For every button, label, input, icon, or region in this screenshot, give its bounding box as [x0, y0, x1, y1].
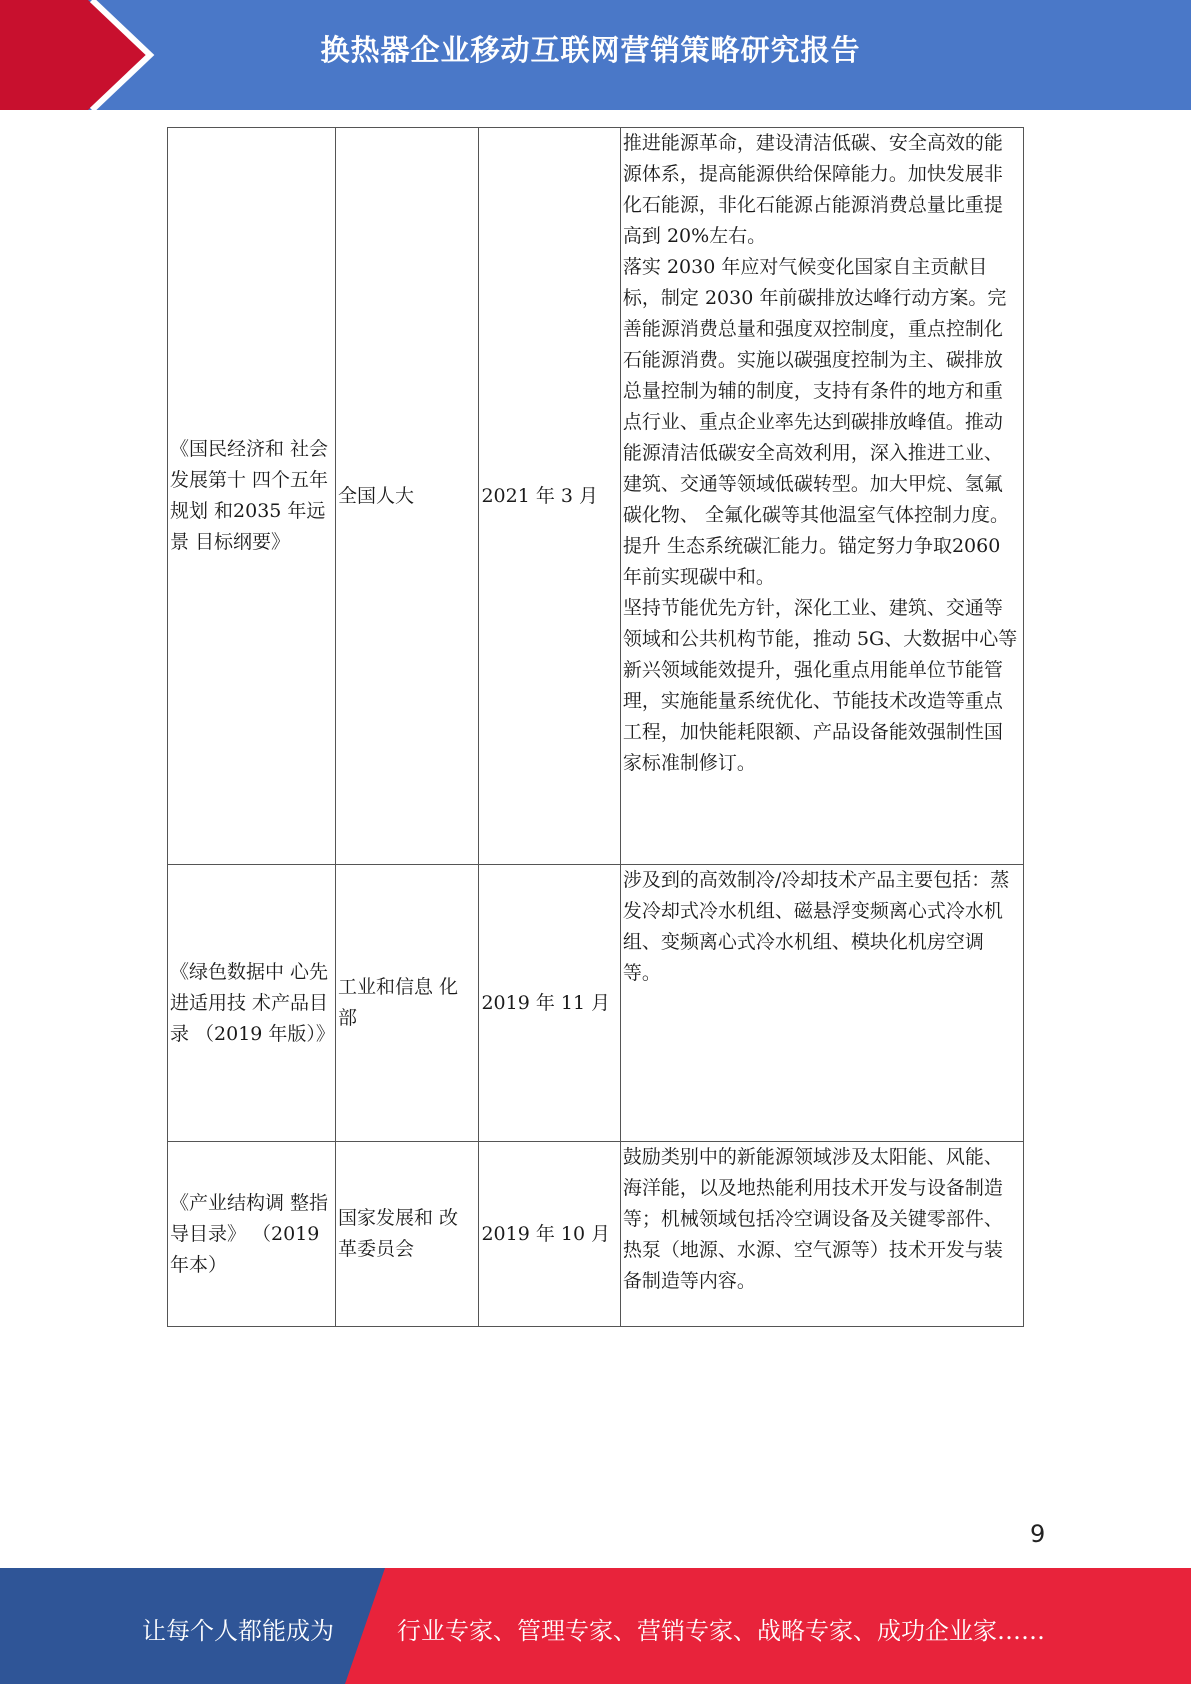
- date-cell: 2019 年 11 月: [479, 865, 620, 1142]
- table-row: [168, 865, 1024, 1142]
- content-paragraph: 涉及到的高效制冷/冷却技术产品主要包括：蒸发冷却式冷水机组、磁悬浮变频离心式冷水机组、变频离心式冷水机组、模块化机房空调等。: [622, 869, 1010, 984]
- content-cell: [620, 865, 1023, 1142]
- content-cell: [620, 1142, 1023, 1327]
- table-row: [168, 128, 1024, 865]
- content-paragraph: 推进能源革命，建设清洁低碳、安全高效的能源体系，提高能源供给保障能力。加快发展非化石能源，非化石能源占能源消费总量比重提高到 20%左右。: [622, 132, 1003, 247]
- issuer-cell: 工业和信息 化部: [335, 865, 479, 1142]
- content-paragraph: 落实 2030 年应对气候变化国家自主贡献目标，制定 2030 年前碳排放达峰行动方案。完善能源消费总量和强度双控制度，重点控制化石能源消费。实施以碳强度控制为主、碳排放总量控制为辅的制度，支持有条件的地方和重点行业、重点企业率先达到碳排放峰值。推动能源清洁低碳安全高效利用，深入推进工业、建筑、交通等领域低碳转型。加大甲烷、氢氟碳化物、 全氟化碳等其他温室气体控制力度。提升 生态系统碳汇能力。锚定努力争取2060 年前实现碳中和。: [622, 256, 1009, 588]
- footer-slogan-right: 行业专家、管理专家、营销专家、战略专家、成功企业家……: [397, 1617, 1045, 1645]
- footer-slogan-left: 让每个人都能成为: [142, 1617, 334, 1645]
- report-title: 换热器企业移动互联网营销策略研究报告: [320, 33, 861, 67]
- table-row: [168, 1142, 1024, 1327]
- content-paragraph: 坚持节能优先方针，深化工业、建筑、交通等领域和公共机构节能，推动 5G、大数据中心等新兴领域能效提升，强化重点用能单位节能管理，实施能量系统优化、节能技术改造等重点工程，加快能耗限额、产品设备能效强制性国家标准制修订。: [622, 597, 1018, 774]
- page-footer: [0, 1568, 1191, 1684]
- issuer-cell: 全国人大: [335, 128, 479, 865]
- policy-table: [167, 127, 1024, 1327]
- issuer-cell: 国家发展和 改革委员会: [335, 1142, 479, 1327]
- policy-name-cell: 《绿色数据中 心先进适用技 术产品目录 （2019 年版）》: [168, 865, 336, 1142]
- policy-name-cell: 《国民经济和 社会发展第十 四个五年规划 和2035 年远景 目标纲要》: [168, 128, 336, 865]
- policy-name-cell: 《产业结构调 整指导目录》 （2019 年本）: [168, 1142, 336, 1327]
- content-cell: [620, 128, 1023, 865]
- page-header: [0, 0, 1191, 110]
- header-arrow-decoration: [0, 0, 160, 110]
- page-number: 9: [1030, 1520, 1046, 1548]
- date-cell: 2021 年 3 月: [479, 128, 620, 865]
- date-cell: 2019 年 10 月: [479, 1142, 620, 1327]
- content-paragraph: 鼓励类别中的新能源领域涉及太阳能、风能、海洋能，以及地热能利用技术开发与设备制造等；机械领域包括冷空调设备及关键零部件、热泵（地源、水源、空气源等）技术开发与装备制造等内容。: [622, 1146, 1003, 1292]
